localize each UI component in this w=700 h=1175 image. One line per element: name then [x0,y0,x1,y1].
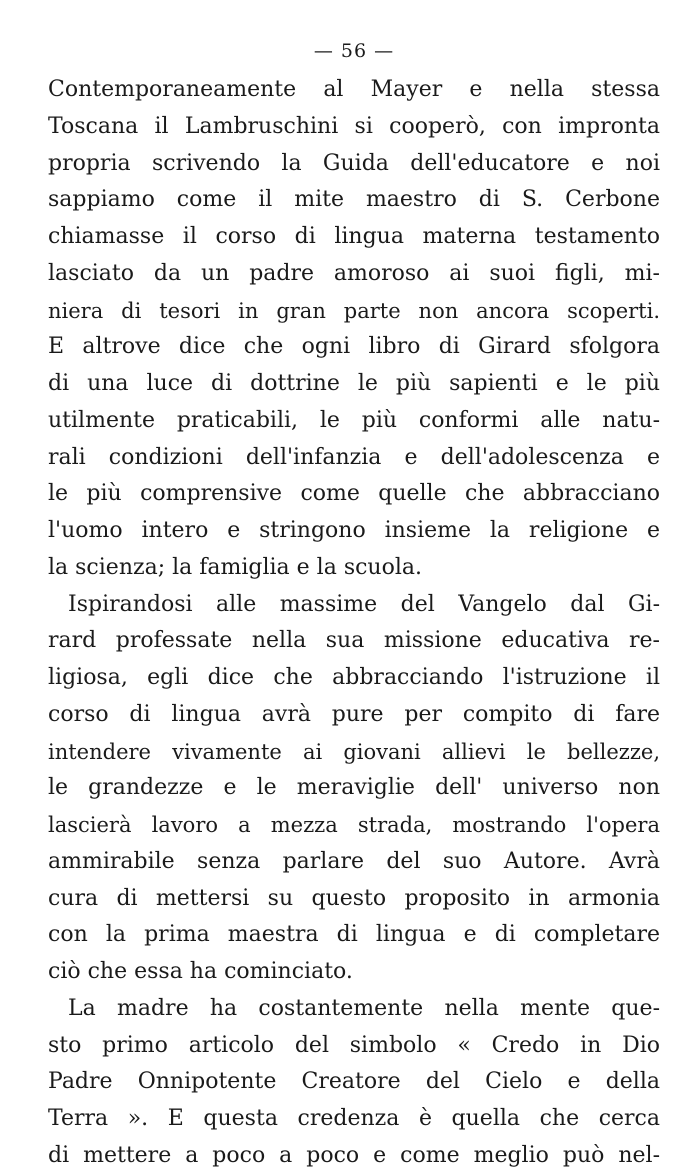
text-line: propria scrivendo la Guida dell'educatore e noi [48,150,660,176]
text-line: ligiosa, egli dice che abbracciando l'istruzione il [48,665,660,690]
text-line: Toscana il Lambruschini si cooperò, con impronta [48,113,660,139]
text-line: lascierà lavoro a mezza strada, mostrando l'opera [48,813,660,837]
text-line: Ispirandosi alle massime del Vangelo dal Gi- [68,591,660,617]
text-line: Contemporaneamente al Mayer e nella stessa [48,77,660,102]
text-line: corso di lingua avrà pure per compito di fare [48,701,660,727]
text-line: sappiamo come il mite maestro di S. Cerbone [48,187,660,213]
text-line: ciò che essa ha cominciato. [48,959,353,984]
text-line: di mettere a poco a poco e come meglio può nel- [48,1142,660,1168]
text-line: utilmente praticabili, le più conformi alle natu- [48,407,660,433]
text-line: la scienza; la famiglia e la scuola. [48,554,422,580]
text-line: intendere vivamente ai giovani allievi le bellezze, [48,739,660,764]
text-line: cura di mettersi su questo proposito in armonia [48,885,660,911]
text-line: niera di tesori in gran parte non ancora scoperti. [48,298,660,323]
text-line: di una luce di dottrine le più sapienti e le più [48,371,660,396]
text-line: E altrove dice che ogni libro di Girard sfolgora [48,334,660,360]
text-line: con la prima maestra di lingua e di completare [48,922,660,948]
text-line: chiamasse il corso di lingua materna testamento [48,224,660,249]
page-number: — 56 — [313,40,395,62]
text-line: lasciato da un padre amoroso ai suoi figli, mi- [48,260,660,286]
text-line: Terra ». E questa credenza è quella che cerca [48,1106,660,1131]
text-line: La madre ha costantemente nella mente que- [68,995,660,1021]
text-line: l'uomo intero e stringono insieme la religione e [48,518,660,543]
text-line: rard professate nella sua missione educativa re- [48,628,660,654]
text-line: le più comprensive come quelle che abbracciano [48,481,660,507]
text-line: rali condizioni dell'infanzia e dell'adolescenza e [48,444,660,470]
text-line: Padre Onnipotente Creatore del Cielo e della [48,1069,660,1095]
book-page [48,0,660,1168]
text-line: sto primo articolo del simbolo « Credo in Dio [48,1032,660,1058]
text-line: ammirabile senza parlare del suo Autore. Avrà [48,848,660,874]
text-line: le grandezze e le meraviglie dell' universo non [48,775,660,801]
body-text [48,72,660,1175]
